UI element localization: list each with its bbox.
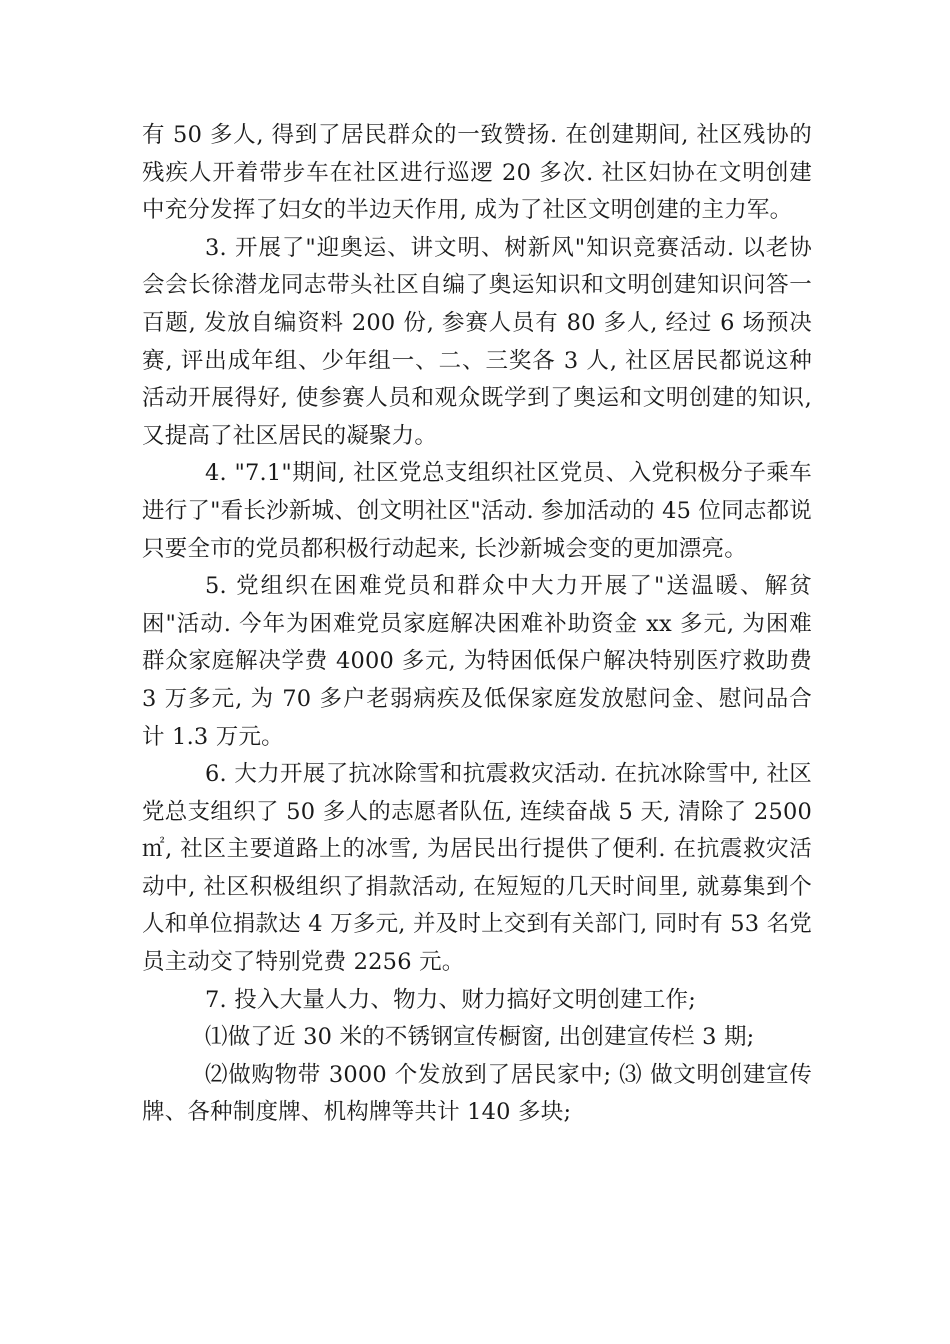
- paragraph-item-6: 6. 大力开展了抗冰除雪和抗震救灾活动. 在抗冰除雪中, 社区党总支组织了 50 多人的志愿者队伍, 连续奋战 5 天, 清除了 2500㎡, 社区主要道路上的冰雪, 为居民出行提供了便利. 在抗震救灾活动中, 社区积极组织了捐款活动, 在短短的几天时间里, 就募集到个人和单位捐款达 4 万多元, 并及时上交到有关部门, 同时有 53 名党员主动交了特别党费 2256 元。: [142, 761, 812, 976]
- paragraph-item-3: 3. 开展了"迎奥运、讲文明、树新风"知识竞赛活动. 以老协会会长徐潜龙同志带头社区自编了奥运知识和文明创建知识问答一百题, 发放自编资料 200 份, 参赛人员有 80 多人, 经过 6 场预决赛, 评出成年组、少年组一、二、三奖各 3 人, 社区居民都说这种活动开展得好, 使参赛人员和观众既学到了奥运和文明创建的知识, 又提高了社区居民的凝聚力。: [142, 234, 812, 449]
- document-body: [142, 117, 812, 1132]
- paragraph-continuation: 有 50 多人, 得到了居民群众的一致赞扬. 在创建期间, 社区残协的残疾人开着带步车在社区进行巡逻 20 多次. 社区妇协在文明创建中充分发挥了妇女的半边天作用, 成为了社区文明创建的主力军。: [142, 122, 812, 224]
- paragraph-item-5: 5. 党组织在困难党员和群众中大力开展了"送温暖、解贫困"活动. 今年为困难党员家庭解决困难补助资金 xx 多元, 为困难群众家庭解决学费 4000 多元, 为特困低保户解决特别医疗救助费 3 万多元, 为 70 多户老弱病疾及低保家庭发放慰问金、慰问品合计 1.3 万元。: [142, 573, 812, 750]
- paragraph-item-4: 4. "7.1"期间, 社区党总支组织社区党员、入党积极分子乘车进行了"看长沙新城、创文明社区"活动. 参加活动的 45 位同志都说只要全市的党员都积极行动起来, 长沙新城会变的更加漂亮。: [142, 460, 812, 562]
- paragraph-item-7: 7. 投入大量人力、物力、财力搞好文明创建工作;: [205, 986, 697, 1013]
- paragraph-subitem-1: ⑴做了近 30 米的不锈钢宣传橱窗, 出创建宣传栏 3 期;: [205, 1024, 755, 1051]
- paragraph-subitem-2-3: ⑵做购物带 3000 个发放到了居民家中; ⑶ 做文明创建宣传牌、各种制度牌、机构牌等共计 140 多块;: [142, 1061, 812, 1126]
